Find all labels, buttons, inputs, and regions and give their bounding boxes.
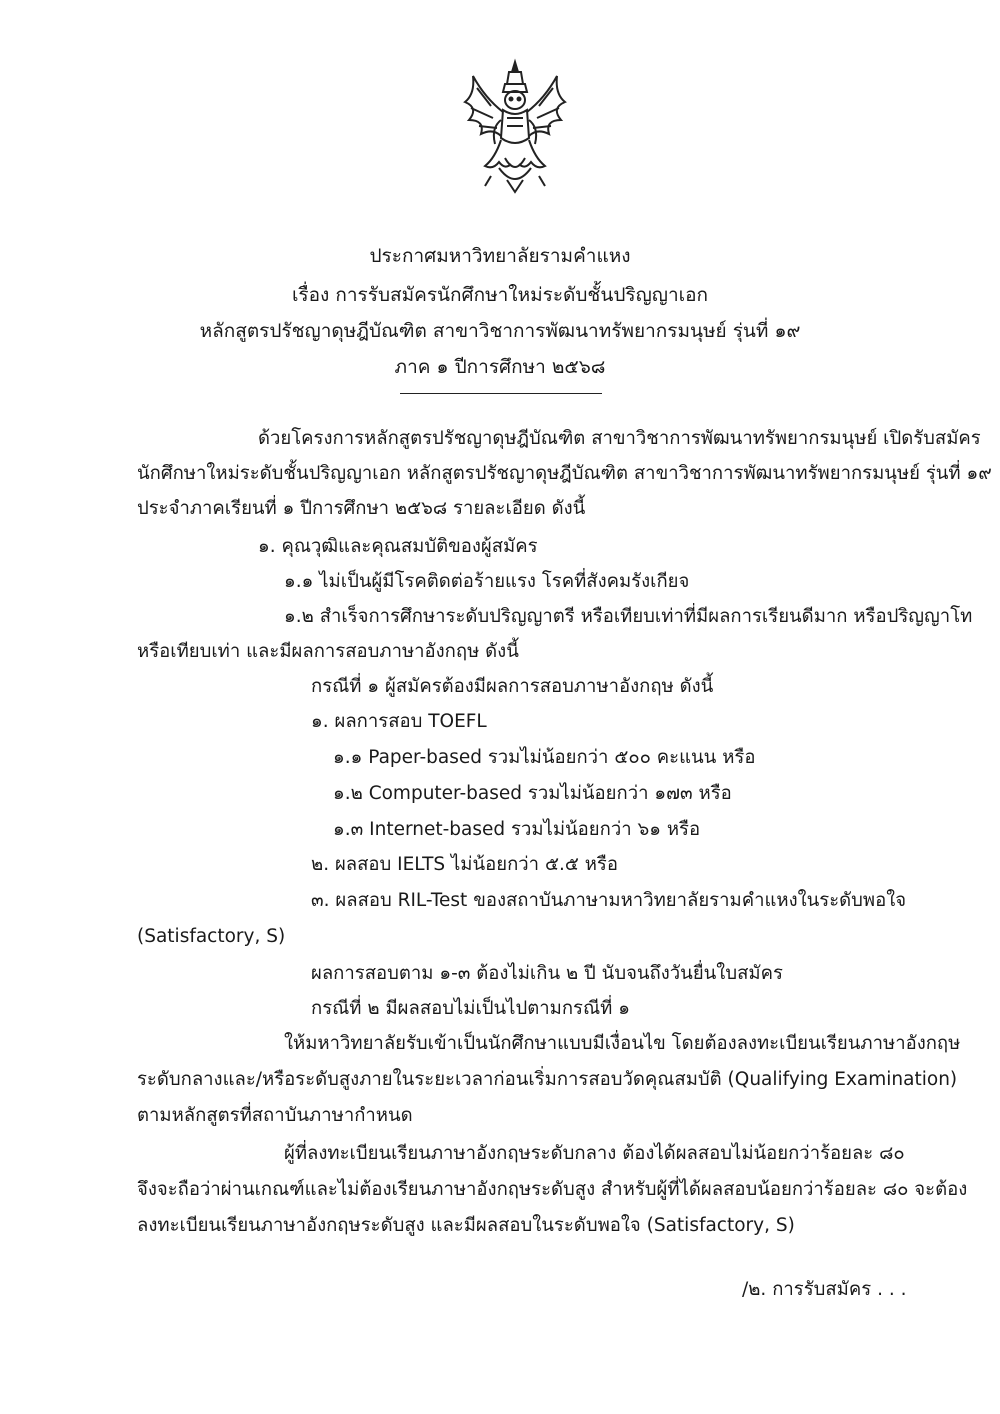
section-1-2-line-1: ๑.๒ สำเร็จการศึกษาระดับปริญญาตรี หรือเทียบเท่าที่มีผลการเรียนดีมาก หรือปริญญาโท (284, 606, 973, 627)
intro-line-2: นักศึกษาใหม่ระดับชั้นปริญญาเอก หลักสูตรปรัชญาดุษฎีบัณฑิต สาขาวิชาการพัฒนาทรัพยากรมนุษย์ รุ่นที่ ๑๙ (137, 463, 992, 484)
program-title: หลักสูตรปรัชญาดุษฎีบัณฑิต สาขาวิชาการพัฒนาทรัพยากรมนุษย์ รุ่นที่ ๑๙ (199, 320, 801, 342)
announcement-issuer: ประกาศมหาวิทยาลัยรามคำแหง (369, 245, 631, 267)
case-2-heading: กรณีที่ ๒ มีผลสอบไม่เป็นไปตามกรณีที่ ๑ (311, 998, 630, 1019)
ielts-requirement: ๒. ผลสอบ IELTS ไม่น้อยกว่า ๕.๕ หรือ (311, 854, 618, 875)
case-1-heading: กรณีที่ ๑ ผู้สมัครต้องมีผลการสอบภาษาอังกฤษ ดังนี้ (311, 676, 714, 697)
semester-year: ภาค ๑ ปีการศึกษา ๒๕๖๘ (394, 356, 606, 378)
announcement-subject: เรื่อง การรับสมัครนักศึกษาใหม่ระดับชั้นปริญญาเอก (291, 284, 709, 306)
section-1-2-line-2: หรือเทียบเท่า และมีผลการสอบภาษาอังกฤษ ดังนี้ (137, 641, 519, 662)
case-2-para-1-line-1: ให้มหาวิทยาลัยรับเข้าเป็นนักศึกษาแบบมีเงื่อนไข โดยต้องลงทะเบียนเรียนภาษาอังกฤษ (284, 1033, 961, 1054)
case-2-para-2-line-2: จึงจะถือว่าผ่านเกณฑ์และไม่ต้องเรียนภาษาอังกฤษระดับสูง สำหรับผู้ที่ได้ผลสอบน้อยกว่าร้อยละ ๘๐ จะต้อง (137, 1179, 968, 1200)
ril-test-line-2: (Satisfactory, S) (137, 926, 286, 947)
result-validity: ผลการสอบตาม ๑-๓ ต้องไม่เกิน ๒ ปี นับจนถึงวันยื่นใบสมัคร (311, 963, 783, 984)
ril-test-line-1: ๓. ผลสอบ RIL-Test ของสถาบันภาษามหาวิทยาลัยรามคำแหงในระดับพอใจ (311, 890, 907, 911)
toefl-heading: ๑. ผลการสอบ TOEFL (311, 711, 487, 732)
toefl-internet-based: ๑.๓ Internet-based รวมไม่น้อยกว่า ๖๑ หรือ (333, 819, 701, 840)
intro-line-3: ประจำภาคเรียนที่ ๑ ปีการศึกษา ๒๕๖๘ รายละเอียด ดังนี้ (137, 498, 586, 519)
garuda-emblem-icon (455, 58, 575, 198)
case-2-para-1-line-2: ระดับกลางและ/หรือระดับสูงภายในระยะเวลาก่อนเริ่มการสอบวัดคุณสมบัติ (Qualifying Examination) (137, 1069, 958, 1090)
section-1-title: ๑. คุณวุฒิและคุณสมบัติของผู้สมัคร (258, 536, 538, 557)
toefl-computer-based: ๑.๒ Computer-based รวมไม่น้อยกว่า ๑๗๓ หรือ (333, 783, 732, 804)
toefl-paper-based: ๑.๑ Paper-based รวมไม่น้อยกว่า ๕๐๐ คะแนน หรือ (333, 747, 756, 768)
case-2-para-1-line-3: ตามหลักสูตรที่สถาบันภาษากำหนด (137, 1105, 413, 1126)
section-1-1: ๑.๑ ไม่เป็นผู้มีโรคติดต่อร้ายแรง โรคที่สังคมรังเกียจ (284, 571, 690, 592)
intro-line-1: ด้วยโครงการหลักสูตรปรัชญาดุษฎีบัณฑิต สาขาวิชาการพัฒนาทรัพยากรมนุษย์ เปิดรับสมัคร (258, 428, 981, 449)
case-2-para-2-line-3: ลงทะเบียนเรียนภาษาอังกฤษระดับสูง และมีผลสอบในระดับพอใจ (Satisfactory, S) (137, 1215, 795, 1236)
continuation-note: /๒. การรับสมัคร . . . (742, 1279, 907, 1300)
header-divider (400, 393, 602, 394)
case-2-para-2-line-1: ผู้ที่ลงทะเบียนเรียนภาษาอังกฤษระดับกลาง ต้องได้ผลสอบไม่น้อยกว่าร้อยละ ๘๐ (284, 1143, 905, 1164)
